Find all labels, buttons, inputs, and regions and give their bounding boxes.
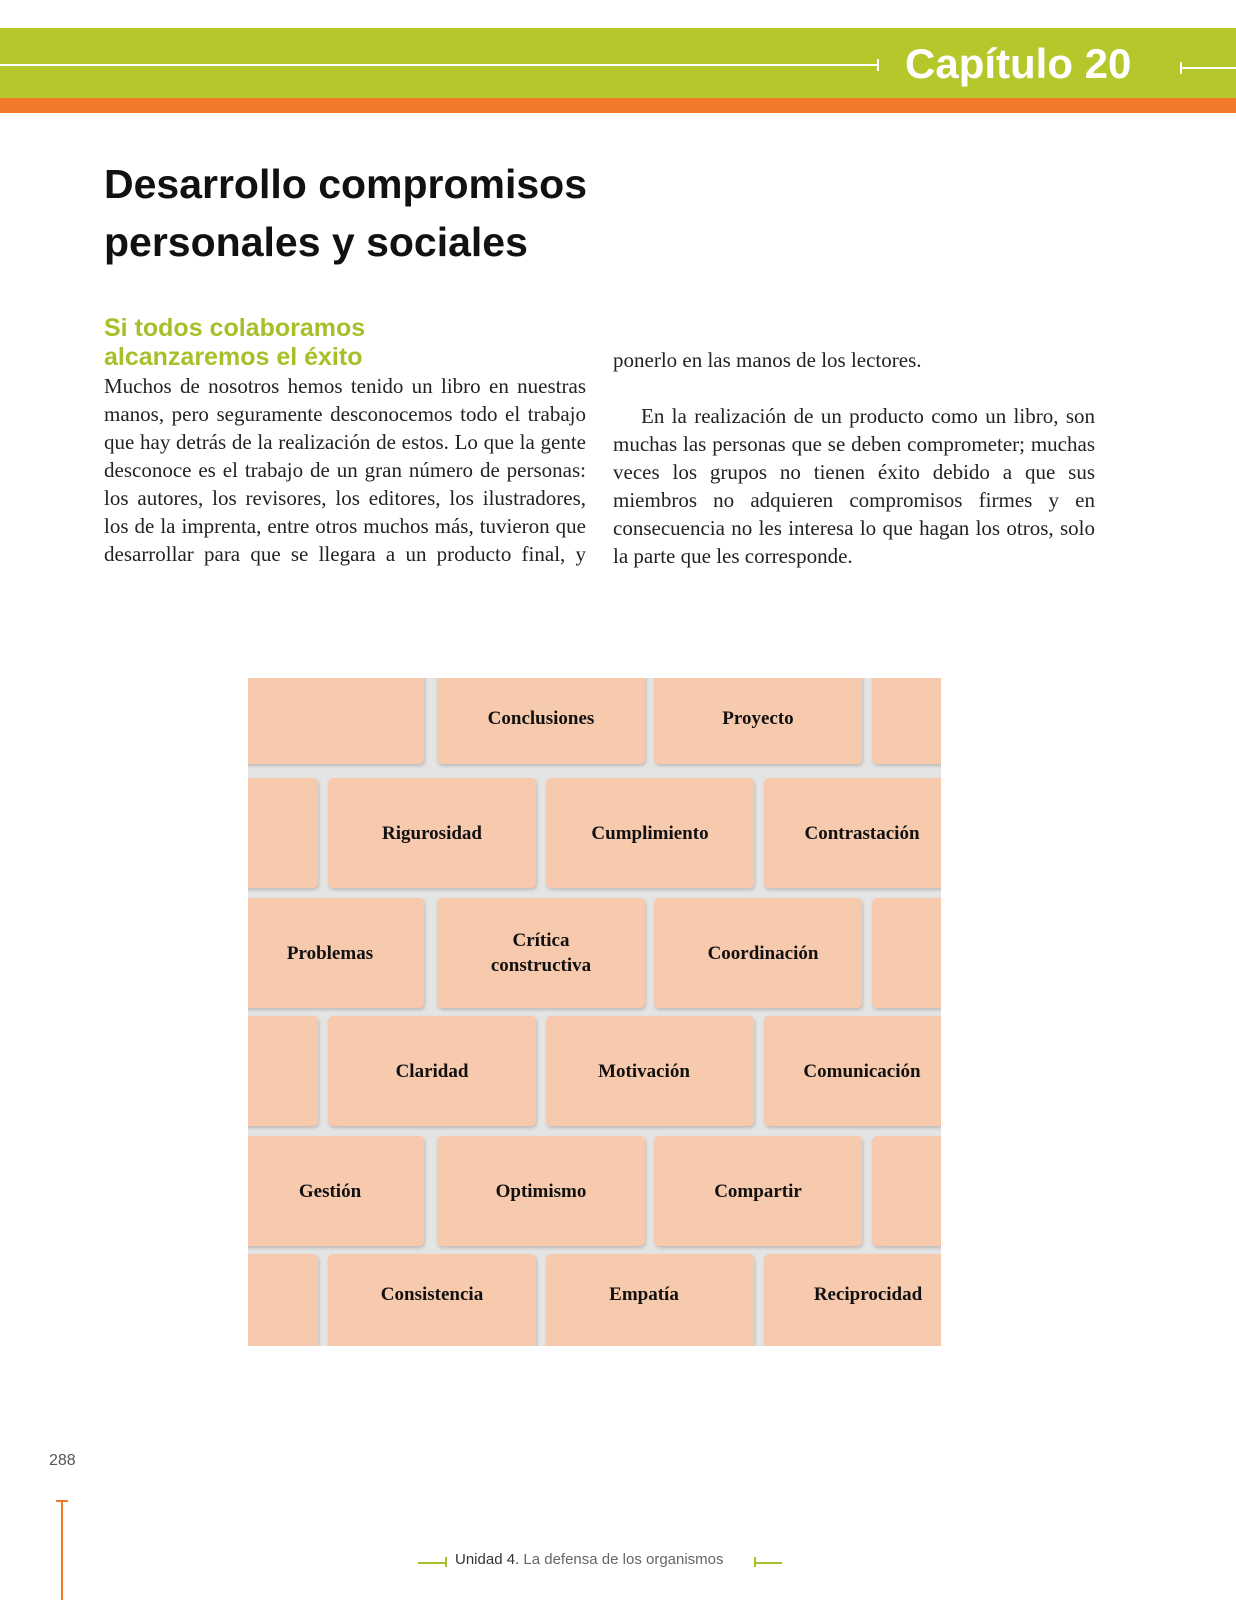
chapter-title: Capítulo 20 — [905, 40, 1132, 87]
section-heading-line-2: alcanzaremos el éxito — [104, 343, 363, 371]
brick-rigurosidad: Rigurosidad — [328, 778, 536, 888]
footer-rule-left — [418, 1562, 446, 1564]
brick-wall — [248, 678, 941, 1346]
brick — [248, 678, 424, 764]
section-heading-line-1: Si todos colaboramos — [104, 314, 366, 342]
paragraph-2: En la realización de un producto como un libro, son muchas las personas que se deben comprometer; muchas veces los grupos no tienen éxito debido a que sus miembros no adquieren compromisos firmes y en consecuencia no les interesa lo que hagan los otros, solo la parte que les corresponde. — [613, 404, 1095, 568]
paragraph-1-text: Muchos de nosotros hemos tenido un libro en nuestras manos, pero seguramente desconocemos todo el trabajo que hay detrás de la realización de estos. Lo que la gente desconoce es el trabajo de un gran número de personas: los autores, los revisores, los editores, los ilustradores, los de la imprenta, entre otros muchos más, tuvieron que desarrollar para que se llegara a un producto final, y — [104, 374, 586, 566]
header-rule-right — [1180, 67, 1236, 69]
page-number: 288 — [49, 1452, 76, 1469]
text-column-left — [104, 314, 586, 568]
text-column-right — [613, 346, 1095, 570]
header-rule-right-tick — [1180, 62, 1182, 74]
brick-proyecto: Proyecto — [654, 678, 862, 764]
brick-consistencia: Consistencia — [328, 1254, 536, 1346]
brick-claridad: Claridad — [328, 1016, 536, 1126]
brick-reciprocidad: Reciprocidad — [764, 1254, 941, 1346]
brick-comunicacion: Comunicación — [764, 1016, 941, 1126]
brick-contrastacion: Contrastación — [764, 778, 941, 888]
brick — [248, 1254, 318, 1346]
brick — [248, 1016, 318, 1126]
brick — [248, 778, 318, 888]
brick-compartir: Compartir — [654, 1136, 862, 1246]
brick-optimismo: Optimismo — [437, 1136, 645, 1246]
paragraph-1 — [104, 372, 586, 568]
footer-unit-title: La defensa de los organismos — [523, 1551, 724, 1568]
page-title-line-2: personales y sociales — [104, 219, 528, 265]
brick-empatia: Empatía — [546, 1254, 754, 1346]
header-rule-left-tick — [877, 59, 879, 71]
brick-critica-constructiva — [437, 898, 645, 1008]
brick — [872, 678, 941, 764]
brick-conclusiones: Conclusiones — [437, 678, 645, 764]
brick-gestion: Gestión — [248, 1136, 424, 1246]
brick — [872, 898, 941, 1008]
brick — [872, 1136, 941, 1246]
page-title-line-1: Desarrollo compromisos — [104, 161, 588, 207]
brick-coordinacion: Coordinación — [654, 898, 862, 1008]
footer-unit-label: Unidad 4. — [455, 1551, 520, 1568]
page-title — [104, 155, 804, 271]
section-heading — [104, 314, 586, 372]
footer-unit — [455, 1551, 724, 1568]
brick-cumplimiento: Cumplimiento — [546, 778, 754, 888]
paragraph-1-continuation-text: ponerlo en las manos de los lectores. — [613, 348, 922, 372]
margin-rule — [61, 1502, 63, 1600]
paragraph-1-continuation — [613, 346, 1095, 402]
brick-critica-constructiva-label: Crítica constructiva — [490, 930, 592, 976]
brick-motivacion: Motivación — [546, 1016, 754, 1126]
footer-rule-right — [754, 1562, 782, 1564]
chapter-header-accent-band — [0, 98, 1236, 113]
brick-problemas: Problemas — [248, 898, 424, 1008]
header-rule-left — [0, 64, 878, 66]
